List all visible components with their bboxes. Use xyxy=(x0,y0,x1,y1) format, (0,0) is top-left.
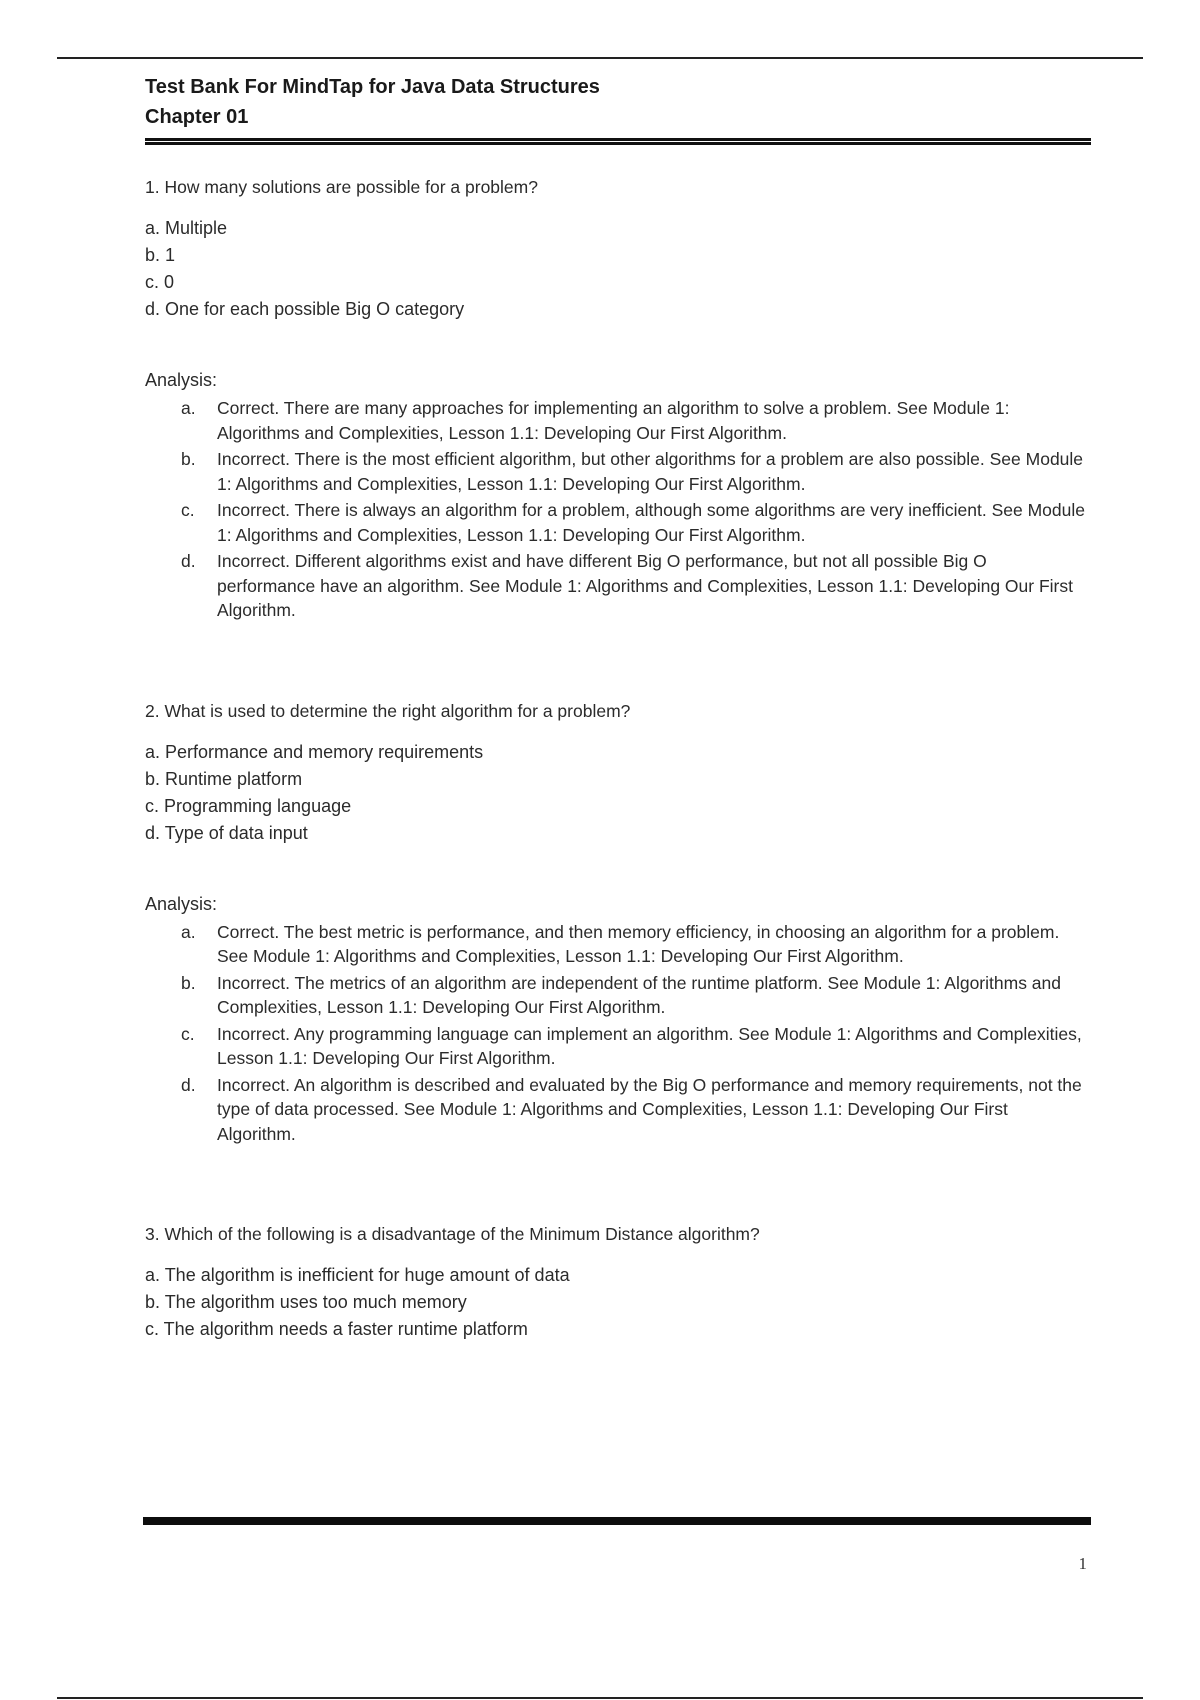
question-2-analysis-item xyxy=(145,1022,1091,1071)
question-1-option-d: d. One for each possible Big O category xyxy=(145,299,465,319)
chapter-title: Chapter 01 xyxy=(145,106,249,128)
analysis-letter: d. xyxy=(181,1074,196,1095)
question-3-option-b: b. The algorithm uses too much memory xyxy=(145,1292,467,1312)
analysis-text: Incorrect. The metrics of an algorithm are independent of the runtime platform. See Module 1: Algorithms and Complexities, Lesson 1.1: Developing Our First Algorithm. xyxy=(217,972,1062,1017)
analysis-text: Incorrect. There is always an algorithm for a problem, although some algorithms are very inefficient. See Module 1: Algorithms and Complexities, Lesson 1.1: Developing Our First Algorithm. xyxy=(217,500,1085,545)
question-3-options xyxy=(145,1262,1091,1343)
question-2-prompt: 2. What is used to determine the right algorithm for a problem? xyxy=(145,700,631,721)
question-2-analysis-item xyxy=(145,971,1091,1020)
question-2-option-b: b. Runtime platform xyxy=(145,768,303,789)
document-title: Test Bank For MindTap for Java Data Structures xyxy=(145,76,600,98)
question-2-analysis-item xyxy=(145,920,1091,969)
question-1-analysis-item xyxy=(145,549,1091,623)
analysis-letter: b. xyxy=(181,449,196,469)
question-1-option-b: b. 1 xyxy=(145,245,176,265)
analysis-letter: a. xyxy=(181,921,196,942)
question-2-analysis-item xyxy=(145,1073,1091,1147)
analysis-text: Incorrect. Different algorithms exist and have different Big O performance, but not all possible Big O performance have an algorithm. See Module 1: Algorithms and Complexities, Lesson 1.1: Developing Our First Algorithm. xyxy=(217,551,1073,620)
analysis-text: Incorrect. Any programming language can implement an algorithm. See Module 1: Algorithms and Complexities, Lesson 1.1: Developing Our First Algorithm. xyxy=(217,1023,1082,1068)
analysis-letter: c. xyxy=(181,1023,195,1044)
page-top-rule xyxy=(57,57,1143,59)
analysis-text: Correct. There are many approaches for implementing an algorithm to solve a problem. See Module 1: Algorithms and Complexities, Lesson 1.1: Developing Our First Algorithm. xyxy=(217,398,1010,443)
question-1-option-c: c. 0 xyxy=(145,272,175,292)
page-bottom-rule xyxy=(57,1697,1143,1699)
question-1-prompt: 1. How many solutions are possible for a problem? xyxy=(145,177,538,197)
question-3-option-a: a. The algorithm is inefficient for huge amount of data xyxy=(145,1265,570,1285)
question-1-options xyxy=(145,215,1091,323)
question-1-option-a: a. Multiple xyxy=(145,218,228,238)
document-page xyxy=(145,72,1091,1343)
analysis-letter: b. xyxy=(181,972,196,993)
analysis-letter: a. xyxy=(181,398,196,418)
question-1-analysis-label: Analysis: xyxy=(145,370,218,390)
question-2-option-d: d. Type of data input xyxy=(145,822,308,843)
analysis-letter: d. xyxy=(181,551,196,571)
question-3-prompt: 3. Which of the following is a disadvantage of the Minimum Distance algorithm? xyxy=(145,1224,760,1244)
footer-rule xyxy=(143,1517,1091,1525)
question-1-analysis-item xyxy=(145,447,1091,496)
question-3-option-c: c. The algorithm needs a faster runtime platform xyxy=(145,1319,528,1339)
header-double-rule xyxy=(145,138,1091,145)
analysis-text: Incorrect. An algorithm is described and evaluated by the Big O performance and memory requirements, not the type of data processed. See Module 1: Algorithms and Complexities, Lesson 1.1: Developing Our First Algorithm. xyxy=(217,1074,1082,1144)
analysis-text: Incorrect. There is the most efficient algorithm, but other algorithms for a problem are also possible. See Module 1: Algorithms and Complexities, Lesson 1.1: Developing Our First Algorithm. xyxy=(217,449,1084,494)
question-1-analysis xyxy=(145,396,1091,623)
question-2-option-c: c. Programming language xyxy=(145,795,352,816)
analysis-text: Correct. The best metric is performance, and then memory efficiency, in choosing an algorithm for a problem. See Module 1: Algorithms and Complexities, Lesson 1.1: Developing Our First Algorithm. xyxy=(217,921,1060,966)
page-number: 1 xyxy=(1078,1554,1087,1573)
question-2-analysis-label: Analysis: xyxy=(145,893,218,914)
question-1-analysis-item xyxy=(145,498,1091,547)
question-2-option-a: a. Performance and memory requirements xyxy=(145,741,484,762)
analysis-letter: c. xyxy=(181,500,195,520)
question-2-options xyxy=(145,739,1091,847)
question-2-analysis xyxy=(145,920,1091,1147)
question-1-analysis-item xyxy=(145,396,1091,445)
